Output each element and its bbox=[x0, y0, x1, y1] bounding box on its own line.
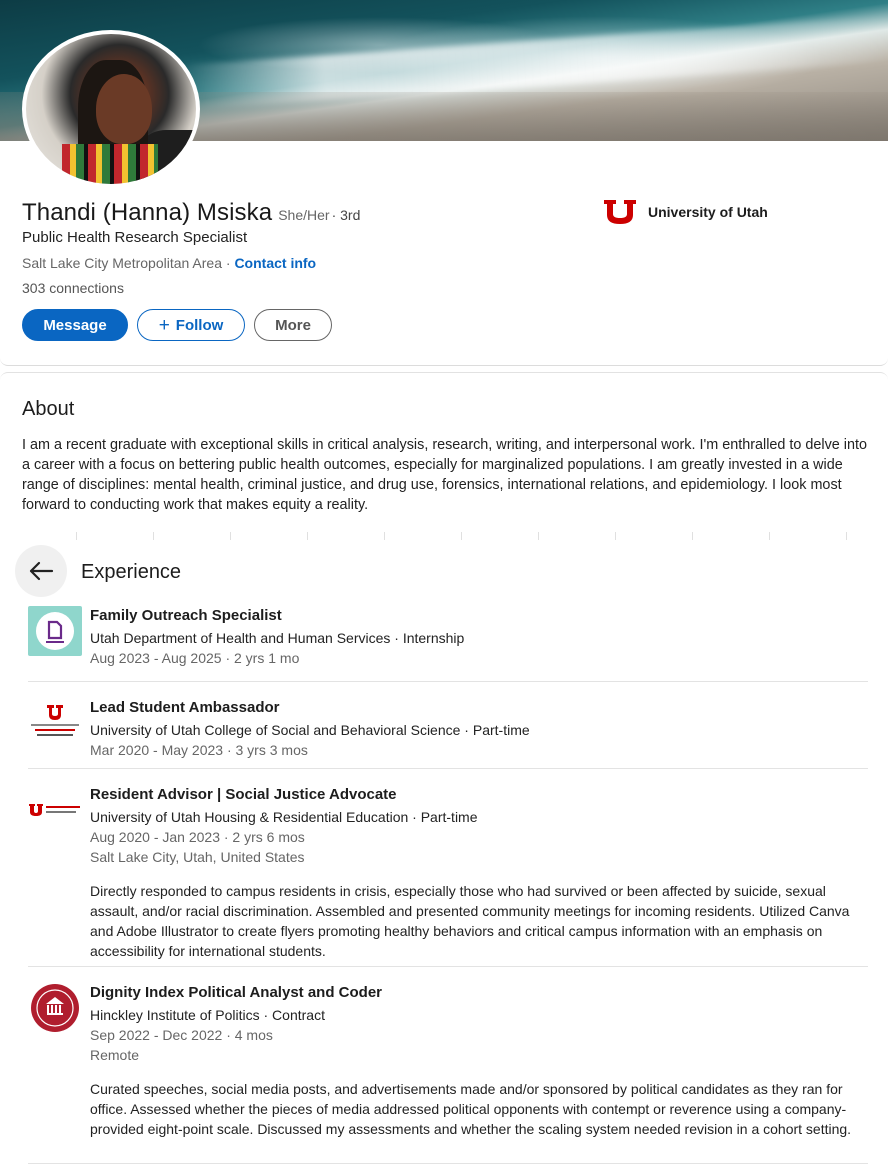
profile-pronouns: She/Her bbox=[278, 207, 330, 223]
more-button[interactable] bbox=[254, 309, 332, 341]
job-title: Family Outreach Specialist bbox=[90, 607, 282, 624]
connection-degree: · 3rd bbox=[331, 207, 361, 223]
utah-housing-logo-icon bbox=[28, 785, 82, 835]
section-separator bbox=[0, 532, 888, 540]
job-organization: Hinckley Institute of Politics · Contract bbox=[90, 1007, 325, 1023]
job-title: Dignity Index Political Analyst and Coder bbox=[90, 984, 382, 1001]
job-dates: Sep 2022 - Dec 2022 · 4 mos bbox=[90, 1027, 273, 1043]
profile-top-card bbox=[0, 0, 888, 366]
more-button-label: More bbox=[275, 316, 311, 334]
experience-header bbox=[0, 545, 888, 597]
job-location: Remote bbox=[90, 1047, 140, 1063]
message-button-label: Message bbox=[43, 316, 107, 334]
university-of-utah-logo-icon bbox=[602, 198, 638, 226]
plus-icon: + bbox=[158, 314, 170, 336]
contact-info-link[interactable]: Contact info bbox=[234, 255, 317, 271]
divider bbox=[28, 1163, 868, 1164]
school-link[interactable] bbox=[602, 198, 768, 226]
follow-button[interactable] bbox=[137, 309, 245, 341]
job-dates: Aug 2020 - Jan 2023 · 2 yrs 6 mos bbox=[90, 829, 305, 845]
follow-button-label: Follow bbox=[175, 316, 224, 334]
dhhs-logo-icon bbox=[28, 606, 82, 656]
arrow-left-icon bbox=[28, 561, 54, 581]
about-title: About bbox=[22, 398, 75, 420]
profile-avatar[interactable] bbox=[22, 30, 200, 188]
job-location: Salt Lake City, Utah, United States bbox=[90, 849, 305, 865]
job-description: Curated speeches, social media posts, and advertisements made and/or sponsored by political candidates as they ran for office. Assessed whether the pieces of media addressed political opponents with contempt or reverence using a company-provided eight-point scale. Discussed my assessments and whether the scaling system needed revision in a cohort setting. bbox=[90, 1081, 852, 1137]
divider bbox=[28, 966, 868, 967]
school-name: University of Utah bbox=[648, 204, 768, 220]
experience-title: Experience bbox=[81, 561, 182, 583]
profile-headline: Public Health Research Specialist bbox=[22, 229, 248, 246]
back-button[interactable] bbox=[15, 545, 67, 597]
name-row bbox=[22, 199, 360, 227]
job-description: Directly responded to campus residents in crisis, especially those who had survived or been affected by suicide, sexual assault, and/or racial discrimination. Assembled and presented community meetings for incoming residents. Utilized Canva and Adobe Illustrator to create flyers promoting healthy behaviors and critical campus information with an emphasis on accessibility for international students. bbox=[90, 883, 850, 959]
about-text: I am a recent graduate with exceptional skills in critical analysis, research, writing, and interpersonal work. I'm enthralled to delve into a career with a focus on bettering public health outcomes, especially for marginalized populations. I am greatly invested in a wide range of disciplines: mental health, criminal justice, and drug use, forensics, international relations, and epidemiology. I look most forward to conducting work that makes equity a reality. bbox=[22, 437, 868, 513]
job-organization: Utah Department of Health and Human Services · Internship bbox=[90, 630, 465, 646]
job-dates: Mar 2020 - May 2023 · 3 yrs 3 mos bbox=[90, 742, 308, 758]
connections-count[interactable]: 303 connections bbox=[22, 280, 124, 296]
job-title: Lead Student Ambassador bbox=[90, 699, 280, 716]
message-button[interactable] bbox=[22, 309, 128, 341]
about-section bbox=[0, 372, 888, 536]
location-row bbox=[22, 255, 316, 271]
job-organization: University of Utah Housing & Residential Education · Part-time bbox=[90, 809, 478, 825]
job-dates: Aug 2023 - Aug 2025 · 2 yrs 1 mo bbox=[90, 650, 300, 666]
divider bbox=[28, 681, 868, 682]
divider bbox=[28, 768, 868, 769]
job-organization: University of Utah College of Social and Behavioral Science · Part-time bbox=[90, 722, 530, 738]
job-title: Resident Advisor | Social Justice Advocate bbox=[90, 786, 397, 803]
hinckley-institute-logo-icon bbox=[28, 983, 82, 1033]
profile-location: Salt Lake City Metropolitan Area · bbox=[22, 255, 235, 271]
profile-name: Thandi (Hanna) Msiska bbox=[22, 199, 273, 226]
utah-csbs-logo-icon bbox=[28, 698, 82, 748]
